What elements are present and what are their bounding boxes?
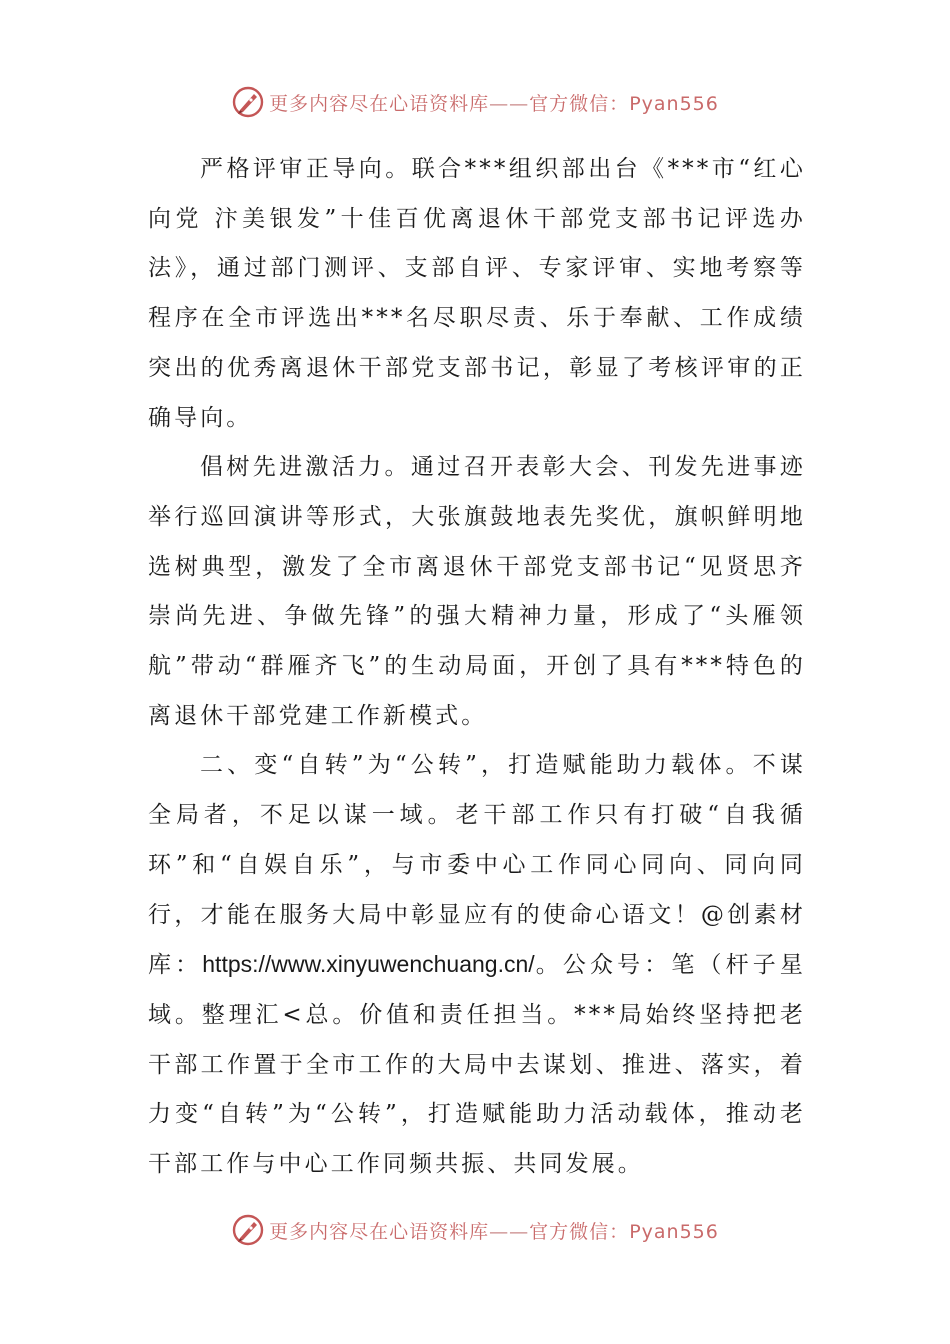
watermark-text — [269, 1217, 719, 1244]
watermark-text — [269, 89, 719, 116]
watermark-label: 官方微信： — [529, 1220, 630, 1243]
paragraph-text-after-url: 。公众号：笔（杆子星域。整理汇<总。价值和责任担当。***局始终坚持把老干部工作置于全市工作的大局中去谋划、推进、落实，着力变“自转”为“公转”，打造赋能助力活动载体，推动老干部工作与中心工作同频共振、共同发展。 — [148, 952, 806, 1178]
paragraph-rotation-carrier — [148, 741, 806, 1189]
pen-nib-logo-icon — [231, 1213, 265, 1247]
pen-nib-logo-icon — [231, 85, 265, 119]
watermark-dash: —— — [489, 1220, 530, 1243]
paragraph-advanced-vitality: 倡树先进激活力。通过召开表彰大会、刊发先进事迹举行巡回演讲等形式，大张旗鼓地表先奖优，旗帜鲜明地选树典型，激发了全市离退休干部党支部书记“见贤思齐崇尚先进、争做先锋”的强大精神力量，形成了“头雁领航”带动“群雁齐飞”的生动局面，开创了具有***特色的离退休干部党建工作新模式。 — [148, 454, 806, 729]
watermark-wechat-id: Pyan556 — [629, 92, 719, 115]
footer-watermark-banner — [0, 1210, 950, 1250]
paragraph-review-guidance: 严格评审正导向。联合***组织部出台《***市“红心向党 汴美银发”十佳百优离退休干部党支部书记评选办法》，通过部门测评、支部自评、专家评审、实地考察等程序在全市评选出***名尽职尽责、乐于奉献、工作成绩突出的优秀离退休干部党支部书记，彰显了考核评审的正确导向。 — [148, 156, 806, 431]
header-watermark-banner — [0, 82, 950, 122]
paragraph-text-before-url: 二、变“自转”为“公转”，打造赋能助力载体。不谋全局者，不足以谋一域。老干部工作只有打破“自我循环”和“自娱自乐”，与市委中心工作同心同向、同向同行，才能在服务大局中彰显应有的使命心语文！@创素材库： — [148, 752, 806, 979]
watermark-site-name: 更多内容尽在心语资料库 — [269, 92, 490, 115]
website-url-link[interactable]: https://www.xinyuwenchuang.cn/ — [202, 951, 535, 978]
watermark-dash: —— — [489, 92, 530, 115]
watermark-site-name: 更多内容尽在心语资料库 — [269, 1220, 490, 1243]
watermark-wechat-id: Pyan556 — [629, 1220, 719, 1243]
watermark-label: 官方微信： — [529, 92, 630, 115]
document-body — [148, 145, 806, 1190]
